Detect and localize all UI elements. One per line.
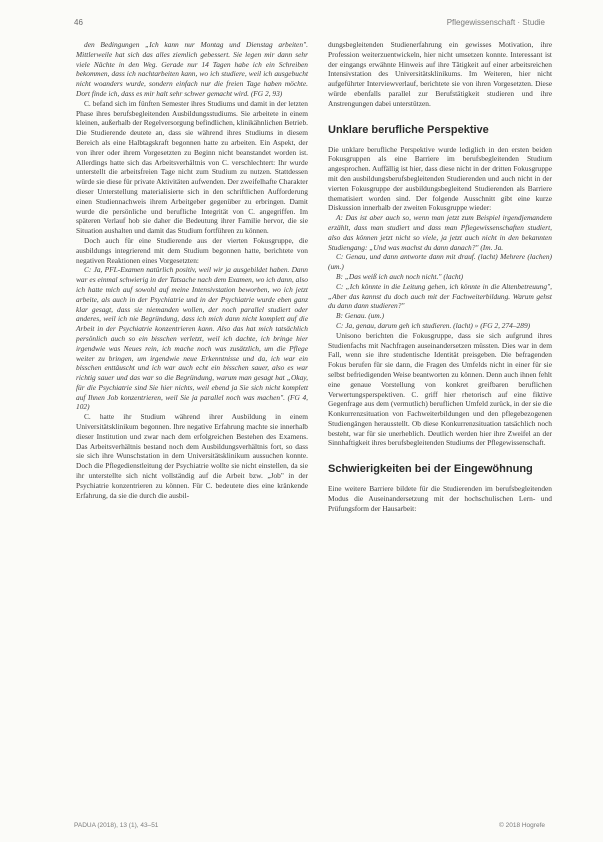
body-paragraph: Die unklare berufliche Perspektive wurde lediglich in den ersten beiden Fokusgruppen als eine Barriere im berufsbegleitenden Studium angesprochen. Auffällig ist hier, dass diese nicht in der dritten Fokusgruppe mit den ausbildungsberufsbegleitenden Studierenden und auch nicht in der vierten Fokusgruppe der ausbildungsbegleitend Studierenden als Barriere thematisiert worden sind. Der folgende Ausschnitt gibt eine kurze Diskussion innerhalb der zweiten Fokusgruppe wieder:	[328, 144, 552, 213]
body-paragraph: Unisono berichten die Fokusgruppe, dass sie sich aufgrund ihres Studienfachs mit Nachfragen auseinandersetzen müssten. Dies war in dem Fall, wenn sie ihre studentische Identität preisgeben. Die befragenden Fokus berufen für sie dann, die Fragen des Umfelds nicht in einer für sie selbst befriedigenden Weise beantworten zu können. Denn auch ihnen fehlt eine genaue Vorstellung von konkret greifbaren beruflichen Verwertungsperspektiven. C. griff hier rhetorisch auf eine fiktive Gegenfrage aus dem (vermutlich) beruflichen Umfeld zurück, in der sie die Konkurrenzsituation von Fachweiterbildungen und den pflegebezogenen Studiengängen herausstellt. Ob diese Konkurrenzsituation tatsächlich noch besteht, war für sie unerheblich. Deutlich werden hier ihre Zweifel an der Sinnhaftigkeit ihres berufsbegleitenden Studiums der Pflegewissenschaft.	[328, 330, 552, 448]
interview-quote: C: Ja, PFL-Examen natürlich positiv, weil wir ja ausgebildet haben. Dann war es einmal schwierig in der Tatsache nach dem Examen, wo ich dann, also ich hatte mich auf sowohl auf meine Intensivstation beworben, wo ich jetzt arbeite, als auch in der Psychiatrie und in der Psychiatrie wurde eben ganz klar gesagt, dass sie niemanden wollen, der noch parallel studiert oder anderes, weil ich nie Begründung, dass ich mich dann nicht komplett auf die Arbeit in der Psychiatrie konzentrieren kann. Also das hat mich tatsächlich persönlich auch so ein bisschen verletzt, weil ich dachte, ich bringe hier irgendwie was Neues rein, ich mache noch was zusätzlich, um die Pflege weiter zu bringen, um irgendwie neue Erkenntnisse und da, ich war ein bisschen enttäuscht und ich war auch echt ein bisschen sauer, also es war richtig sauer und das war so die Begründung, warum man gesagt hat „Okay, für die Psychiatrie sind Sie hier nichts, weil ebend ja Sie sich nicht komplett auf Ihnen Job konzentrieren, weil Sie ja parallel noch was machen". (FG 4, 102)	[76, 265, 308, 412]
left-column	[76, 40, 308, 500]
interview-quote: C: Ja, genau, darum geh ich studieren. (lacht) » (FG 2, 274–289)	[336, 320, 531, 330]
running-head: Pflegewissenschaft · Studie	[446, 18, 545, 27]
body-paragraph: Eine weitere Barriere bildete für die Studierenden im berufsbegleitenden Modus die Auseinandersetzung mit der hochschulischen Lern- und Prüfungsform der Hausarbeit:	[328, 484, 552, 513]
footer-copyright: © 2018 Hogrefe	[499, 822, 545, 829]
interview-quote: A: Das ist aber auch so, wenn man jetzt zum Beispiel irgendjemandem erzählt, dass man studiert und dass man Pflegewissenschaften studiert, also das können jetzt nicht so viele, ja jetzt auch nicht in den bekannten Studiengang: „Und was machst du dann danach?" (Im. Ja.	[328, 213, 552, 252]
right-column	[328, 40, 552, 514]
footer-citation: PADUA (2018), 13 (1), 43–51	[74, 822, 159, 829]
section-heading: Schwierigkeiten bei der Eingewöhnung	[328, 463, 533, 476]
interview-quote: den Bedingungen „Ich kann nur Montag und Dienstag arbeiten". Mittlerweile hat sich das alles ziemlich gebessert. Sie legen mir dann sehr viele Nächte in den Weg. Gerade nur 14 Tagen habe ich ein Schreiben bekommen, dass ich nachtarbeiten kann, wo ich studiere, weil ich ausgebucht nicht woanders wurde, sondern einfach nur die freien Tage haben möchte. Dort finde ich, dass es mir halt sehr schwer gemacht wird. (FG 2, 93)	[76, 40, 308, 98]
interview-quote: B: Genau. (um.)	[336, 311, 385, 321]
body-paragraph: Doch auch für eine Studierende aus der vierten Fokusgruppe, die ausbildungs integrierend mit dem Studium begonnen hatte, berichtete von negativen Reaktionen eines Vorgesetzten:	[76, 235, 308, 265]
body-paragraph: C. hatte ihr Studium während ihrer Ausbildung in einem Universitätsklinikum begonnen. Ihre negative Erfahrung machte sie innerhalb dieser Institution und zwar nach dem erfolgreichen Bestehen des Examens. Das Arbeitsverhältnis bestand noch dem Ausbildungsverhältnis fort, so dass sie sich ihre Wunschstation in dem Universitätsklinikum aussuchen konnte. Doch die Pflegedienstleitung der Psychiatrie wollte sie nicht einstellen, da sie ihr unterstellte sich nicht vollständig auf die Arbeit bzw. „Job" in der Psychiatrie konzentrieren zu können. Für C. bedeutete dies eine kränkende Erfahrung, da sie die durch die ausbil-	[76, 412, 308, 500]
interview-quote: C: „Ich könnte in die Leitung gehen, ich könnte in die Altenbetreuung", „Aber das kannst du doch auch mit der Fachweiterbildung. Warum gehst du dann dann studieren?"	[328, 281, 552, 311]
interview-quote: B: „Das weiß ich auch noch nicht." (lacht)	[336, 271, 464, 281]
body-paragraph: dungsbegleitenden Studienerfahrung ein gewisses Motivation, ihre Profession weiterzuentwickeln, hier nicht umsetzen konnte. Interessant ist der eingangs erwähnte Hinweis auf ihre Tätigkeit auf einer arbeitsreichen Intensivstation des Universitätsklinikums. Im Weiteren, hier nicht aufgeführter Interviewverlauf, berichtete sie von ihren Vorgesetzten. Diese würde ebenfalls parallel zur Berufstätigkeit studieren und ihre Anstrengungen dabei unterstützen.	[328, 40, 552, 108]
section-heading: Unklare berufliche Perspektive	[328, 123, 489, 136]
body-paragraph: C. befand sich im fünften Semester ihres Studiums und damit in der letzten Phase ihres berufsbegleitenden Ausbildungsstudiums. Sie arbeitete in einem kleinen, außerhalb der Regelversorgung befindlichen, klinikähnlichen Betrieb. Die Studierende deutete an, dass sie während ihres Studiums in diesem Bereich als eine Halbtagskraft begonnen hatte zu arbeiten. Ein Aspekt, der von ihrer oder ihrem Vorgesetzten zu Beginn nicht beanstandet worden ist. Allerdings hatte sich das Arbeitsverhältnis von C. verschlechtert: Ihr wurde unterstellt die arbeitsfreien Tage nicht zum Studium zu nutzen. Stattdessen würde sie diese für private Aktivitäten aufwenden. Der zweifelhafte Charakter dieser Unterstellung materialisierte sich in den schriftlichen Aufforderung einen Studiennachweis ihrem Arbeitgeber gegenüber zu erbringen. Damit wurde die persönliche und berufliche Integrität von C. angegriffen. Im späteren Verlauf hob sie daher die Bedeutung ihrer Familie hervor, die sie Situation aushalten und damit das Studium fortführen zu können.	[76, 98, 308, 236]
interview-quote: C: Genau, und dann antworte dann mit drauf. (lacht) Mehrere (lachen) (um.)	[328, 252, 552, 272]
page-number: 46	[74, 18, 83, 27]
